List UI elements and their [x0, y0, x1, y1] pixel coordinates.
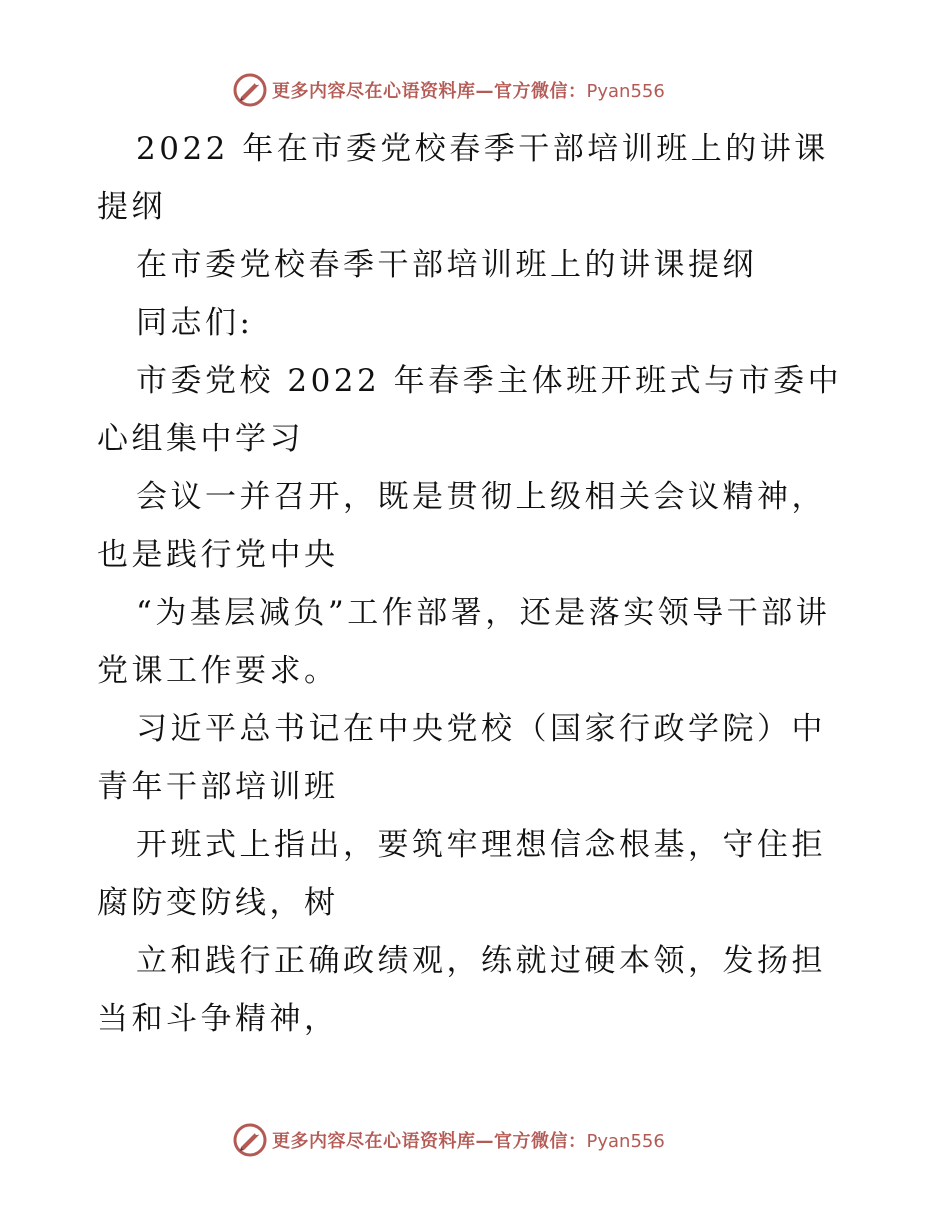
header-watermark: [232, 70, 665, 110]
document-title: 2022 年在市委党校春季干部培训班上的讲课提纲: [97, 131, 829, 225]
document-paragraph: 开班式上指出，要筑牢理想信念根基，守住拒腐防变防线，树: [97, 827, 826, 921]
document-body: [97, 120, 857, 1048]
document-paragraph: 立和践行正确政绩观，练就过硬本领，发扬担当和斗争精神，: [97, 943, 826, 1037]
document-paragraph: 市委党校 2022 年春季主体班开班式与市委中心组集中学习: [97, 363, 843, 457]
pen-circle-logo-icon: [232, 1122, 268, 1158]
document-paragraph: 在市委党校春季干部培训班上的讲课提纲: [136, 247, 757, 283]
document-paragraph: 会议一并召开，既是贯彻上级相关会议精神，也是践行党中央: [97, 479, 826, 573]
watermark-text: 更多内容尽在心语资料库—官方微信：Pyan556: [272, 1131, 665, 1152]
pen-circle-logo-icon: [232, 72, 268, 108]
watermark-wechat-id: Pyan556: [586, 81, 665, 102]
document-paragraph: 同志们:: [136, 305, 254, 341]
footer-watermark: [232, 1120, 665, 1160]
watermark-wechat-id: Pyan556: [586, 1131, 665, 1152]
watermark-text: 更多内容尽在心语资料库—官方微信：Pyan556: [272, 81, 665, 102]
document-paragraph: 习近平总书记在中央党校（国家行政学院）中青年干部培训班: [97, 711, 826, 805]
document-paragraph: “为基层减负”工作部署，还是落实领导干部讲党课工作要求。: [97, 595, 831, 689]
